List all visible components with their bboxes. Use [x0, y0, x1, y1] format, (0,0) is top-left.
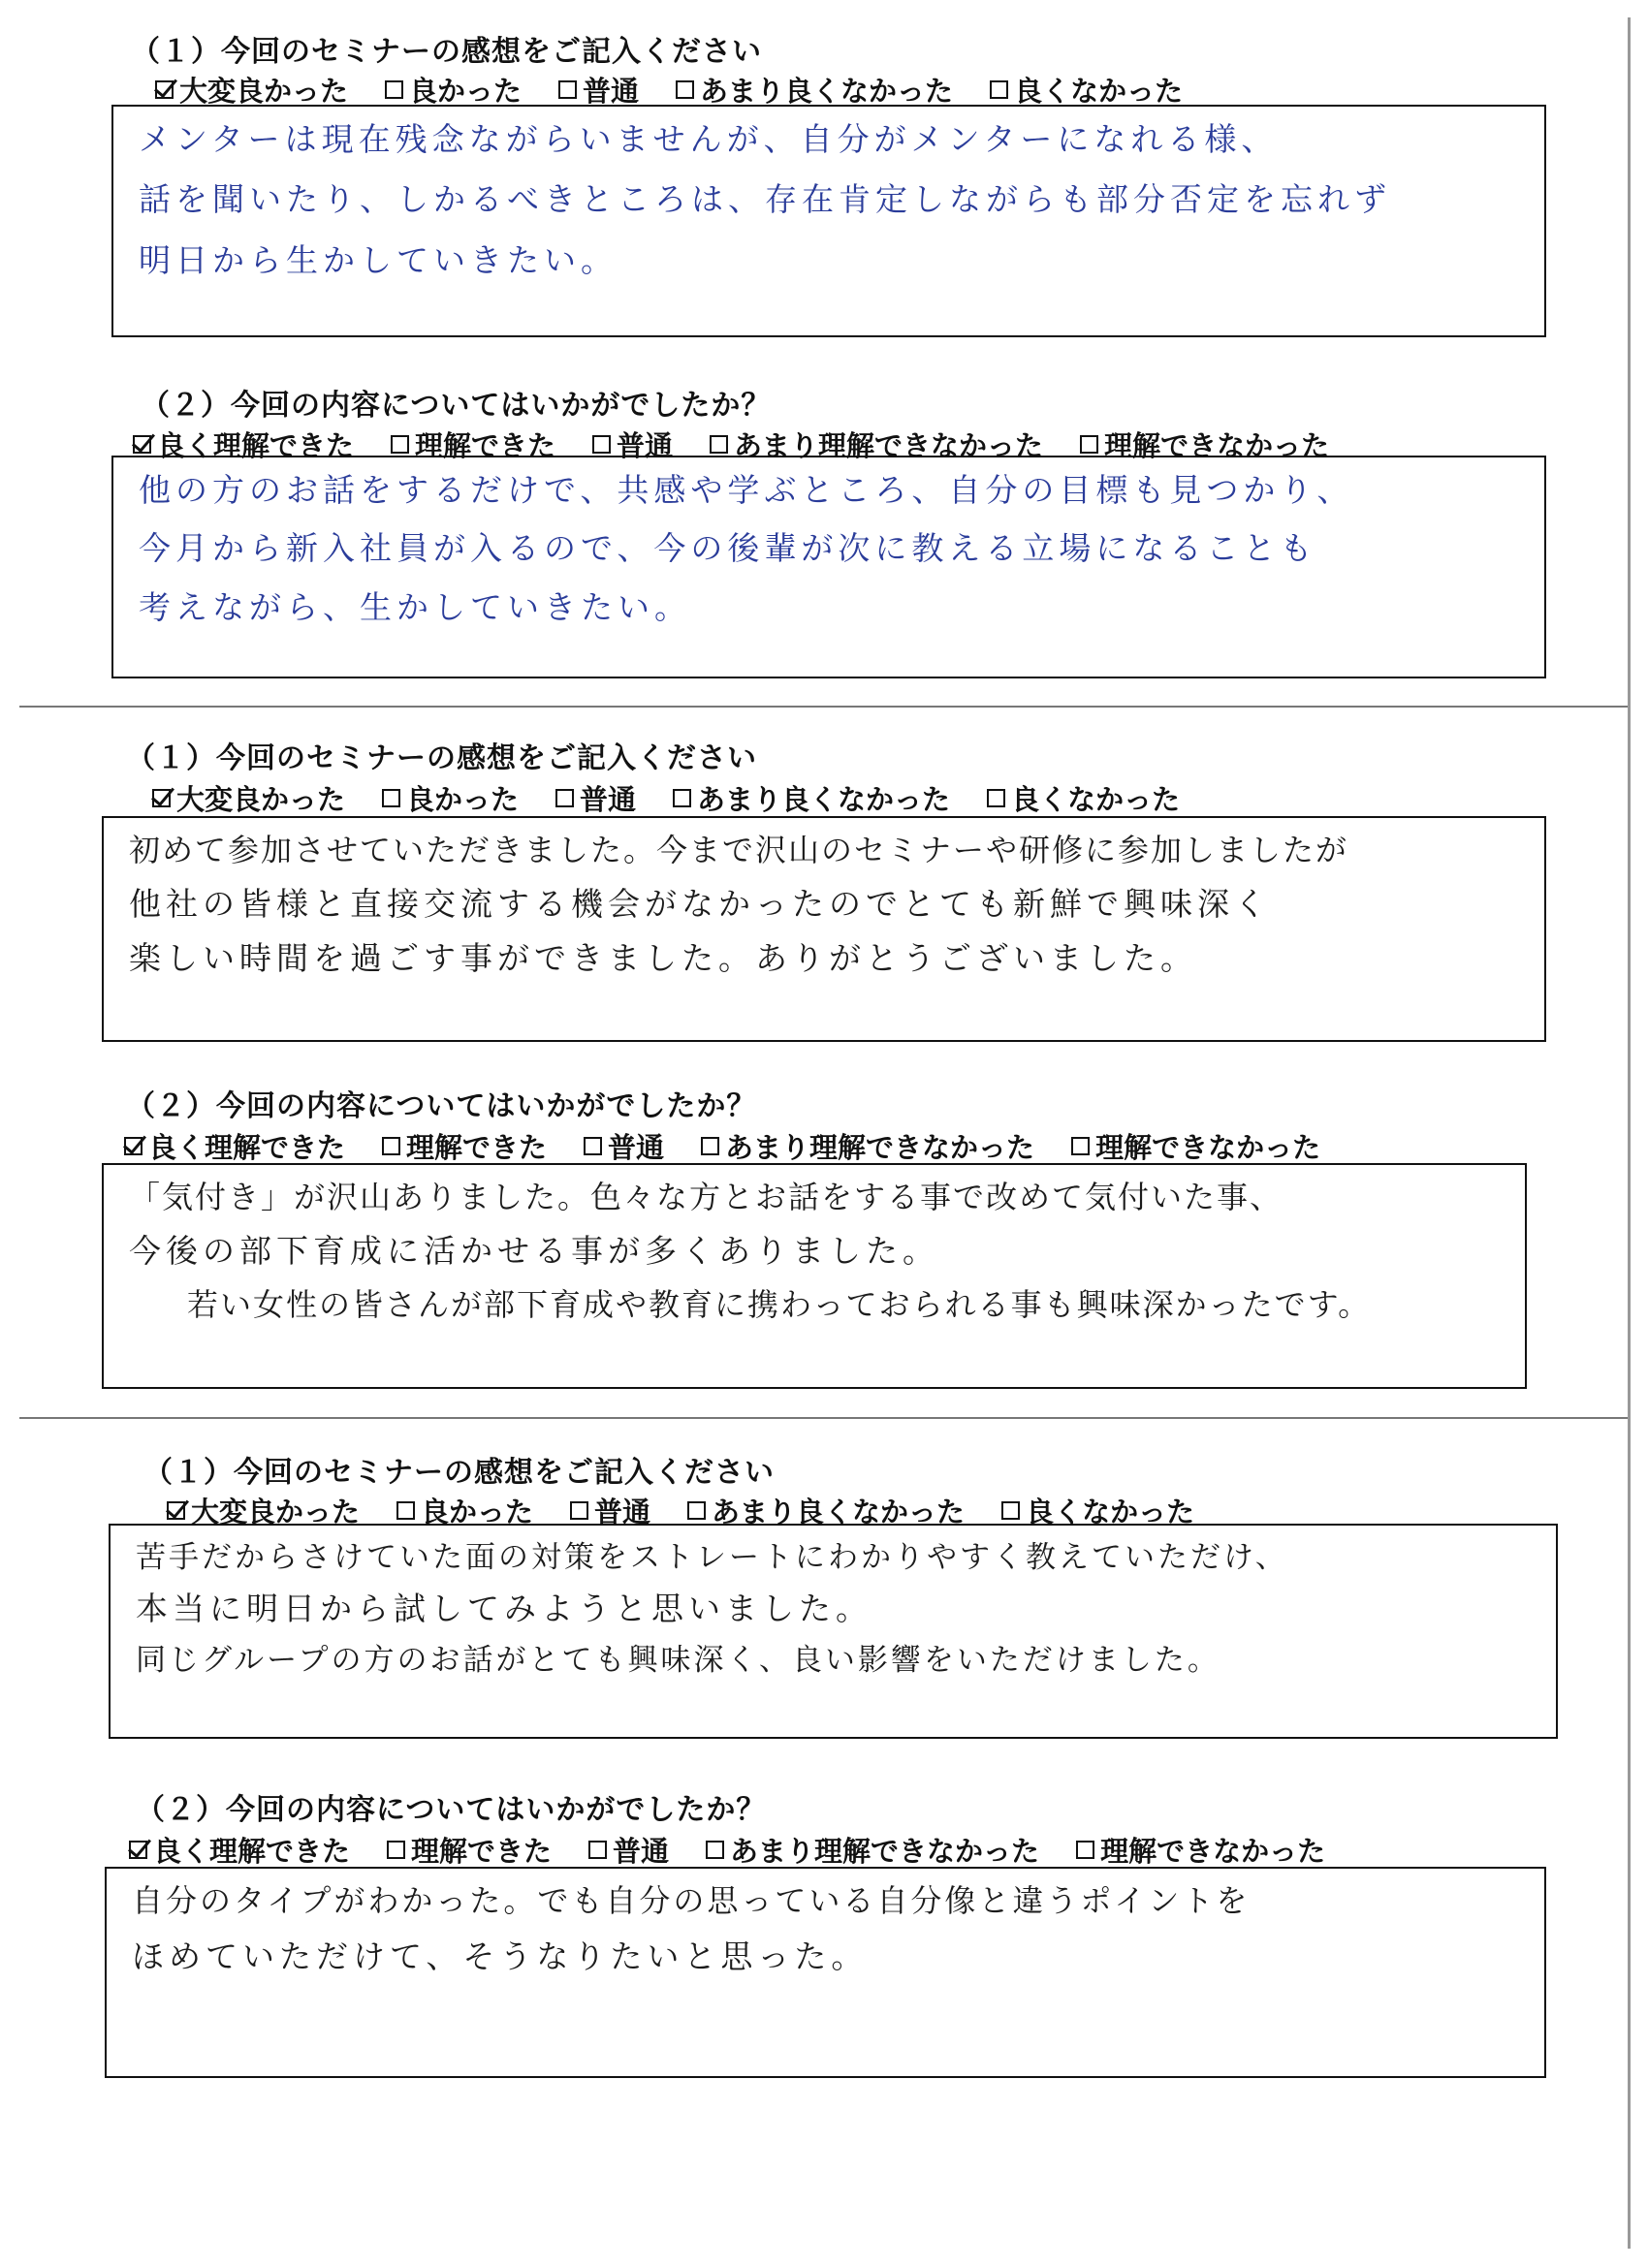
checkbox-icon[interactable]: [710, 435, 728, 454]
option-barely-understood[interactable]: あまり理解できなかった: [706, 1830, 1039, 1870]
answer-box-q2: [105, 1867, 1546, 2078]
option-very-good[interactable]: 大変良かった: [155, 70, 348, 110]
question-2-options: [124, 1126, 1357, 1166]
option-normal[interactable]: 普通: [555, 778, 636, 818]
handwritten-line: ほめていただけて、そうなりたいと思った。: [132, 1937, 869, 1976]
option-normal[interactable]: 普通: [592, 425, 673, 464]
checkbox-icon[interactable]: [588, 1841, 607, 1859]
option-not-understood[interactable]: 理解できなかった: [1076, 1830, 1325, 1870]
handwritten-line: 自分のタイプがわかった。でも自分の思っている自分像と違うポイントを: [132, 1882, 1251, 1919]
checkbox-icon[interactable]: [990, 80, 1008, 99]
survey-sheet-3: [19, 1417, 1629, 2268]
option-understood-well[interactable]: 良く理解できた: [133, 425, 354, 464]
question-1-heading: （１）今回のセミナーの感想をご記入ください: [126, 741, 757, 775]
option-not-good[interactable]: 良くなかった: [990, 70, 1183, 110]
handwritten-line: 今月から新入社員が入るので、今の後輩が次に教える立場になることも: [139, 529, 1317, 568]
checkbox-icon[interactable]: [1071, 1137, 1090, 1155]
option-not-understood[interactable]: 理解できなかった: [1071, 1126, 1320, 1166]
question-1-options: [155, 70, 1220, 110]
option-not-understood[interactable]: 理解できなかった: [1080, 425, 1329, 464]
handwritten-line: 楽しい時間を過ごす事ができました。ありがとうございました。: [129, 939, 1197, 978]
checkbox-icon[interactable]: [1080, 435, 1098, 454]
option-very-good[interactable]: 大変良かった: [152, 778, 345, 818]
checkbox-icon[interactable]: [1001, 1501, 1020, 1520]
checkbox-icon[interactable]: [167, 1501, 185, 1520]
handwritten-line: 本当に明日から試してみようと思いました。: [136, 1590, 872, 1628]
checkbox-icon[interactable]: [396, 1501, 415, 1520]
option-understood[interactable]: 理解できた: [382, 1126, 547, 1166]
checkbox-icon[interactable]: [570, 1501, 588, 1520]
option-barely-understood[interactable]: あまり理解できなかった: [710, 425, 1043, 464]
option-understood-well[interactable]: 良く理解できた: [124, 1126, 345, 1166]
checkbox-icon[interactable]: [592, 435, 611, 454]
option-normal[interactable]: 普通: [588, 1830, 669, 1870]
handwritten-line: 話を聞いたり、しかるべきところは、存在肯定しながらも部分否定を忘れず: [139, 180, 1391, 219]
handwritten-line: 他社の皆様と直接交流する機会がなかったのでとても新鮮で興味深く: [129, 885, 1271, 924]
handwritten-line: 苦手だからさけていた面の対策をストレートにわかりやすく教えていただけ、: [136, 1540, 1288, 1575]
question-1-heading: （１）今回のセミナーの感想をご記入ください: [143, 1456, 775, 1490]
checkbox-icon[interactable]: [382, 1137, 400, 1155]
option-good[interactable]: 良かった: [396, 1491, 533, 1530]
checkbox-icon[interactable]: [676, 80, 694, 99]
option-understood-well[interactable]: 良く理解できた: [129, 1830, 350, 1870]
option-normal[interactable]: 普通: [584, 1126, 664, 1166]
handwritten-line: 明日から生かしていきたい。: [139, 240, 618, 279]
option-good[interactable]: 良かった: [385, 70, 522, 110]
handwritten-line: メンターは現在残念ながらいませんが、自分がメンターになれる様、: [139, 120, 1279, 158]
answer-box-q1: [111, 105, 1546, 337]
handwritten-line: 同じグループの方のお話がとても興味深く、良い影響をいただけました。: [136, 1643, 1220, 1679]
checkbox-icon[interactable]: [558, 80, 577, 99]
checkbox-icon[interactable]: [673, 789, 691, 807]
option-barely-understood[interactable]: あまり理解できなかった: [701, 1126, 1034, 1166]
option-not-so-good[interactable]: あまり良くなかった: [676, 70, 953, 110]
option-normal[interactable]: 普通: [558, 70, 639, 110]
option-not-good[interactable]: 良くなかった: [987, 778, 1180, 818]
option-very-good[interactable]: 大変良かった: [167, 1491, 360, 1530]
option-not-so-good[interactable]: あまり良くなかった: [673, 778, 950, 818]
question-2-heading: （２）今回の内容についてはいかがでしたか？: [126, 1089, 757, 1123]
checkbox-icon[interactable]: [382, 789, 400, 807]
option-understood[interactable]: 理解できた: [387, 1830, 552, 1870]
scan-edge-line: [1628, 17, 1631, 2249]
option-good[interactable]: 良かった: [382, 778, 519, 818]
handwritten-line: 若い女性の皆さんが部下育成や教育に携わっておられる事も興味深かったです。: [187, 1286, 1372, 1324]
checkbox-icon[interactable]: [555, 789, 574, 807]
answer-box-q1: [109, 1524, 1558, 1739]
answer-box-q2: [102, 1163, 1527, 1389]
checkbox-icon[interactable]: [133, 435, 151, 454]
checkbox-icon[interactable]: [385, 80, 403, 99]
handwritten-line: 初めて参加させていただきました。今まで沢山のセミナーや研修に参加しましたが: [129, 832, 1349, 868]
survey-sheet-2: [19, 706, 1631, 1410]
checkbox-icon[interactable]: [152, 789, 171, 807]
option-understood[interactable]: 理解できた: [391, 425, 555, 464]
checkbox-icon[interactable]: [706, 1841, 724, 1859]
option-not-good[interactable]: 良くなかった: [1001, 1491, 1194, 1530]
question-1-options: [152, 778, 1217, 818]
checkbox-icon[interactable]: [155, 80, 174, 99]
checkbox-icon[interactable]: [129, 1841, 147, 1859]
question-2-heading: （２）今回の内容についてはいかがでしたか？: [141, 389, 772, 423]
handwritten-line: 今後の部下育成に活かせる事が多くありました。: [129, 1232, 939, 1271]
checkbox-icon[interactable]: [687, 1501, 706, 1520]
survey-sheet-1: [19, 0, 1629, 700]
handwritten-line: 考えながら、生かしていきたい。: [139, 587, 691, 626]
checkbox-icon[interactable]: [391, 435, 409, 454]
question-2-heading: （２）今回の内容についてはいかがでしたか？: [136, 1793, 767, 1827]
answer-box-q2: [111, 456, 1546, 678]
question-1-heading: （１）今回のセミナーの感想をご記入ください: [131, 35, 762, 69]
checkbox-icon[interactable]: [987, 789, 1005, 807]
answer-box-q1: [102, 816, 1546, 1042]
option-normal[interactable]: 普通: [570, 1491, 650, 1530]
checkbox-icon[interactable]: [124, 1137, 143, 1155]
checkbox-icon[interactable]: [584, 1137, 602, 1155]
option-not-so-good[interactable]: あまり良くなかった: [687, 1491, 965, 1530]
checkbox-icon[interactable]: [387, 1841, 405, 1859]
question-2-options: [129, 1830, 1362, 1870]
checkbox-icon[interactable]: [1076, 1841, 1094, 1859]
handwritten-line: 「気付き」が沢山ありました。色々な方とお話をする事で改めて気付いた事、: [129, 1179, 1284, 1215]
handwritten-line: 他の方のお話をするだけで、共感や学ぶところ、自分の目標も見つかり、: [139, 471, 1354, 509]
checkbox-icon[interactable]: [701, 1137, 719, 1155]
